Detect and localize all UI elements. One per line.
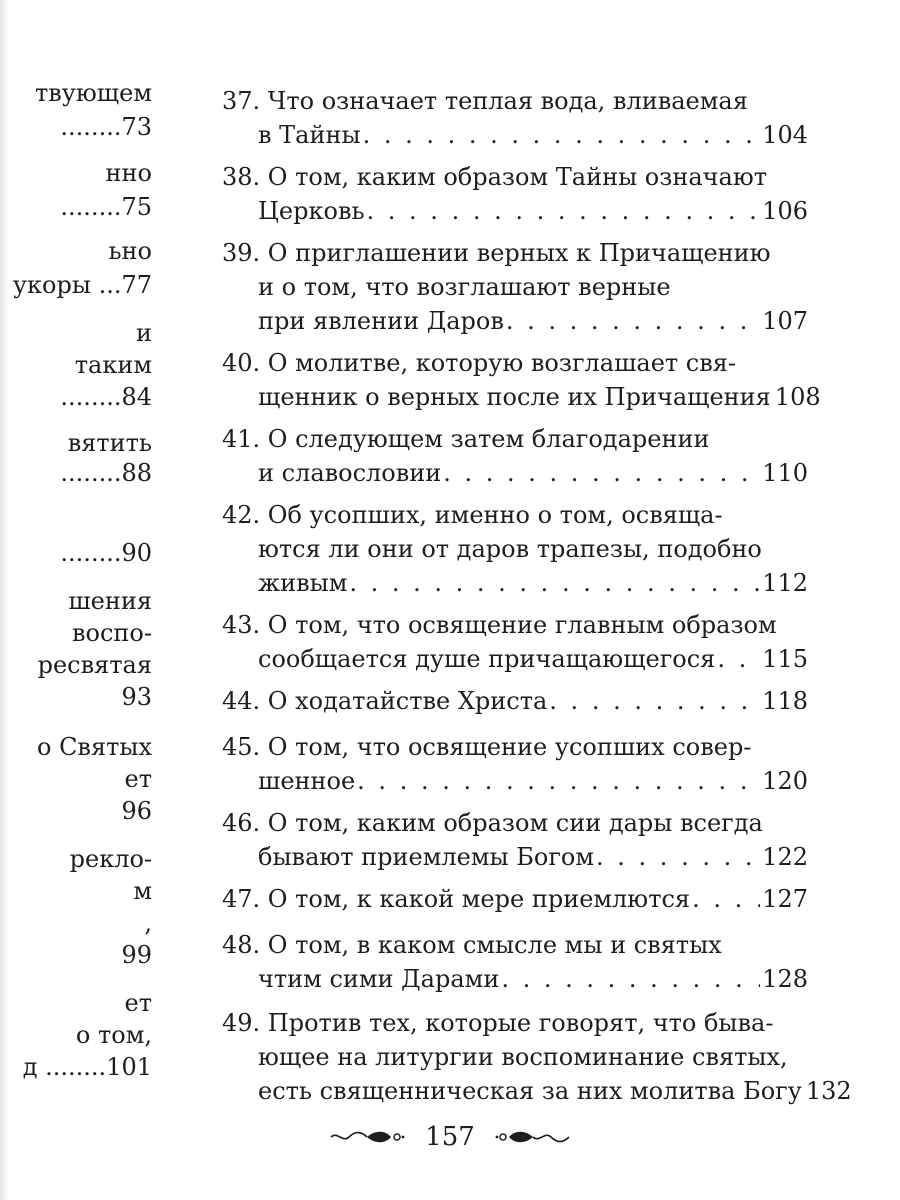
toc-page-number: 115: [762, 645, 808, 673]
toc-fragment: и: [136, 319, 152, 347]
toc-entry-45: [222, 730, 808, 798]
left-ornament-icon: [329, 1128, 405, 1146]
toc-fragment: 93: [121, 683, 152, 711]
page-footer: [0, 1118, 900, 1155]
toc-entry-text: шенное: [258, 767, 356, 795]
toc-entry-text: 38. О том, каким образом Тайны означают: [222, 163, 767, 191]
toc-fragment: твующем: [35, 79, 152, 107]
toc-fragment: ........73: [60, 113, 152, 141]
toc-entry-39: [222, 236, 808, 338]
toc-fragment: 99: [121, 941, 152, 969]
leader-dots: [549, 684, 760, 718]
toc-entry-text: 47. О том, к какой мере приемлются: [222, 885, 691, 913]
toc-fragment: шения: [68, 587, 152, 615]
toc-entry-last-line: [222, 304, 808, 338]
toc-fragment: нно: [105, 159, 152, 187]
toc-entry-43: [222, 608, 808, 676]
table-of-contents: [222, 0, 852, 1110]
toc-fragment: ........84: [60, 383, 152, 411]
toc-fragment: таким: [74, 351, 152, 379]
toc-entry-text: при явлении Даров: [258, 307, 504, 335]
toc-entry-text: сообщается душе причащающегося: [258, 645, 716, 673]
toc-fragment: м: [133, 877, 152, 905]
page-number: 157: [425, 1122, 475, 1152]
toc-fragment: о том,: [75, 1021, 152, 1049]
toc-entry-last-line: [222, 380, 821, 414]
toc-entry-46: [222, 806, 808, 874]
toc-entry-text: 44. О ходатайстве Христа: [222, 687, 548, 715]
leader-dots: [367, 194, 761, 228]
leader-dots: [501, 962, 760, 996]
leader-dots: [363, 118, 761, 152]
leader-dots: [596, 840, 760, 874]
toc-page-number: 127: [762, 885, 808, 913]
toc-entry-last-line: [222, 194, 808, 228]
leader-dots: [506, 304, 760, 338]
toc-entry-44: [222, 684, 808, 718]
toc-page-number: 104: [762, 121, 808, 149]
toc-entry-last-line: [222, 684, 808, 718]
toc-page-number: 107: [762, 307, 808, 335]
toc-entry-last-line: [222, 118, 808, 152]
toc-entry-38: [222, 160, 808, 228]
toc-page-number: 112: [762, 569, 808, 597]
previous-toc-column: [0, 0, 158, 1110]
toc-fragment: ........88: [60, 459, 152, 487]
toc-fragment: ет: [124, 765, 152, 793]
toc-entry-text: 48. О том, в каком смысле мы и святых: [222, 931, 722, 959]
leader-dots: [443, 456, 760, 490]
toc-entry-text: 39. О приглашении верных к Причащению: [222, 239, 771, 267]
toc-entry-text: 41. О следующем затем благодарении: [222, 425, 710, 453]
toc-page-number: 110: [762, 459, 808, 487]
leader-dots: [357, 764, 760, 798]
toc-fragment: ........75: [60, 193, 152, 221]
toc-fragment: вятить: [67, 429, 152, 457]
toc-fragment: воспо-: [72, 619, 152, 647]
toc-entry-text: есть священническая за них молитва Богу: [258, 1077, 802, 1105]
toc-page-number: 120: [762, 767, 808, 795]
toc-entry-text: 45. О том, что освящение усопших совер-: [222, 733, 752, 761]
toc-entry-37: [222, 84, 808, 152]
toc-entry-text: 37. Что означает теплая вода, вливаемая: [222, 87, 748, 115]
toc-entry-last-line: [222, 962, 808, 996]
toc-entry-40: [222, 346, 821, 414]
toc-fragment: ресвятая: [37, 651, 152, 679]
toc-entry-last-line: [222, 1074, 852, 1108]
toc-entry-text: 43. О том, что освящение главным образом: [222, 611, 777, 639]
toc-entry-last-line: [222, 882, 808, 916]
toc-fragment: д ........101: [22, 1053, 152, 1081]
toc-fragment: ет: [124, 989, 152, 1017]
toc-page-number: 118: [762, 687, 808, 715]
toc-page-number: 122: [762, 843, 808, 871]
toc-entry-last-line: [222, 456, 808, 490]
toc-entry-text: живым: [258, 569, 348, 597]
toc-fragment: ,: [144, 909, 152, 937]
toc-fragment: ьно: [108, 237, 152, 265]
toc-entry-text: 40. О молитве, которую возглашает свя-: [222, 349, 737, 377]
toc-entry-text: 46. О том, каким образом сии дары всегда: [222, 809, 763, 837]
toc-entry-text: Церковь: [258, 197, 365, 225]
toc-entry-text: в Тайны: [258, 121, 361, 149]
toc-entry-text: бывают приемлемы Богом: [258, 843, 595, 871]
toc-entry-text: ющее на литургии воспоминание святых,: [258, 1043, 788, 1071]
toc-entry-41: [222, 422, 808, 490]
right-ornament-icon: [495, 1128, 571, 1146]
toc-entry-42: [222, 498, 808, 600]
toc-entry-last-line: [222, 764, 808, 798]
toc-page-number: 106: [762, 197, 808, 225]
toc-entry-last-line: [222, 642, 808, 676]
toc-entry-49: [222, 1006, 852, 1108]
toc-fragment: ........90: [60, 539, 152, 567]
toc-fragment: 96: [121, 797, 152, 825]
toc-entry-text: чтим сими Дарами: [258, 965, 500, 993]
toc-fragment: рекло-: [69, 845, 152, 873]
toc-entry-text: ются ли они от даров трапезы, подобно: [258, 535, 762, 563]
toc-page-number: 108: [774, 383, 821, 411]
toc-entry-text: и о том, что возглашают верные: [258, 273, 671, 301]
leader-dots: [717, 642, 760, 676]
toc-entry-last-line: [222, 566, 808, 600]
leader-dots: [349, 566, 760, 600]
toc-entry-48: [222, 928, 808, 996]
toc-entry-47: [222, 882, 808, 916]
toc-fragment: укоры ...77: [12, 271, 152, 299]
toc-fragment: о Святых: [36, 733, 152, 761]
toc-entry-last-line: [222, 840, 808, 874]
leader-dots: [692, 882, 760, 916]
toc-entry-text: и славословии: [258, 459, 442, 487]
toc-entry-text: 49. Против тех, которые говорят, что быва-: [222, 1009, 774, 1037]
toc-entry-text: 42. Об усопших, именно о том, освяща-: [222, 501, 723, 529]
toc-page-number: 132: [805, 1077, 852, 1105]
toc-page-number: 128: [762, 965, 808, 993]
toc-entry-text: щенник о верных после их Причащения: [258, 383, 771, 411]
